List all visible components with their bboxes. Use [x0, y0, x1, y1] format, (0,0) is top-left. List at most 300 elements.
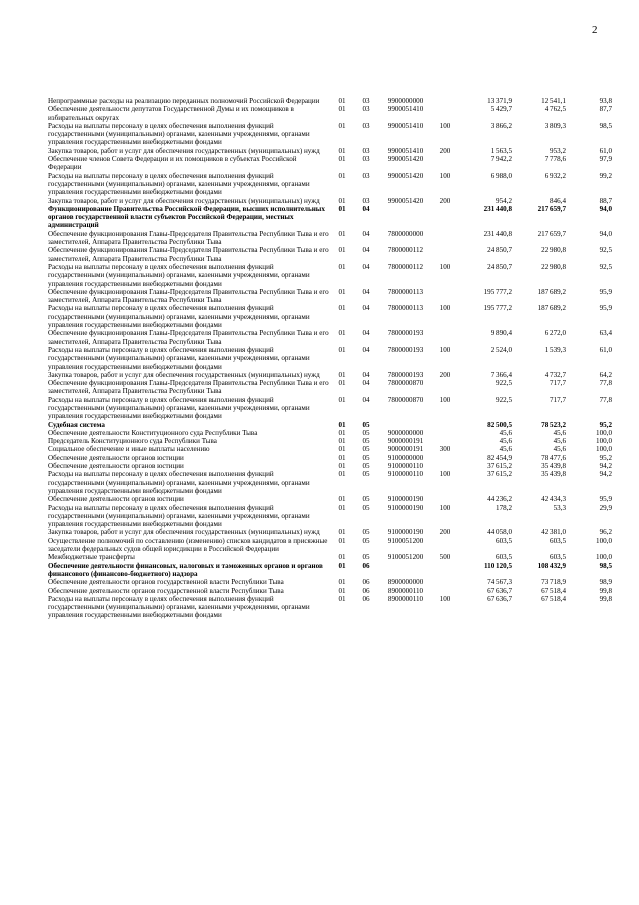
expense-type-code — [433, 421, 457, 429]
actual-amount: 53,3 — [553, 503, 566, 512]
execution-percent: 61,0 — [599, 345, 612, 354]
target-article-code: 7800000112 — [387, 262, 424, 271]
section-code: 01 — [338, 586, 346, 595]
section-code: 01 — [338, 155, 346, 164]
expense-type-code: 200 — [439, 528, 451, 537]
target-article-code: 8900000110 — [387, 586, 424, 595]
row-name: Обеспечение деятельности органов государственной власти Республики Тыва — [48, 578, 284, 587]
execution-percent: 98,5 — [599, 561, 612, 570]
target-article-code: 7800000870 — [387, 395, 424, 404]
table-row — [48, 246, 612, 263]
planned-amount: 82 454,9 — [487, 453, 512, 462]
execution-percent: 61,0 — [599, 146, 612, 155]
table-row — [48, 97, 612, 105]
actual-amount: 42 434,3 — [541, 495, 566, 504]
table-row — [48, 230, 612, 247]
planned-amount: 603,5 — [496, 536, 512, 545]
target-article-code: 9100000000 — [387, 453, 424, 462]
planned-amount: 7 366,4 — [490, 370, 512, 379]
section-code: 01 — [338, 428, 346, 437]
execution-percent: 100,0 — [596, 445, 612, 454]
target-article-code: 7800000113 — [387, 287, 424, 296]
section-code: 01 — [338, 594, 346, 603]
actual-amount: 4 762,5 — [544, 105, 566, 114]
expense-type-code — [433, 105, 457, 122]
subsection-code: 03 — [362, 155, 370, 164]
actual-amount: 45,6 — [553, 428, 566, 437]
expense-type-code: 100 — [439, 395, 451, 404]
target-article-code — [378, 421, 433, 429]
target-article-code: 7800000000 — [387, 229, 424, 238]
actual-amount: 108 432,9 — [537, 561, 566, 570]
target-article-code: 9900051420 — [387, 171, 424, 180]
row-name: Закупка товаров, работ и услуг для обеспечения государственных (муниципальных) нужд — [48, 528, 320, 537]
actual-amount: 6 932,2 — [544, 171, 566, 180]
section-code: 01 — [338, 370, 346, 379]
execution-percent: 100,0 — [596, 553, 612, 562]
execution-percent: 94,0 — [599, 229, 612, 238]
subsection-code: 04 — [362, 304, 370, 313]
actual-amount: 603,5 — [550, 553, 566, 562]
actual-amount: 67 518,4 — [541, 586, 566, 595]
planned-amount: 178,2 — [496, 503, 512, 512]
actual-amount: 22 980,8 — [541, 262, 566, 271]
row-name: Функционирование Правительства Российской Федерации, высших исполнительных органов государственной власти субъектов Российской Федерации, местных администраций — [48, 204, 325, 230]
planned-amount: 13 371,9 — [487, 97, 512, 105]
planned-amount: 67 636,7 — [487, 586, 512, 595]
execution-percent: 63,4 — [599, 329, 612, 338]
section-code: 01 — [338, 445, 346, 454]
table-row — [48, 495, 612, 503]
section-code: 01 — [338, 437, 346, 446]
section-code: 01 — [338, 503, 346, 512]
actual-amount: 187 689,2 — [537, 304, 566, 313]
table-row — [48, 205, 612, 230]
section-code: 01 — [338, 196, 346, 205]
subsection-code: 06 — [362, 594, 370, 603]
planned-amount: 74 567,3 — [487, 578, 512, 587]
target-article-code: 9900051410 — [387, 105, 424, 114]
expense-type-code — [433, 379, 457, 396]
expense-type-code — [433, 495, 457, 503]
section-code: 01 — [338, 171, 346, 180]
subsection-code: 05 — [362, 553, 370, 562]
target-article-code: 9100000190 — [387, 528, 424, 537]
target-article-code: 9100000190 — [387, 495, 424, 504]
table-row — [48, 421, 612, 429]
planned-amount: 24 850,7 — [487, 246, 512, 255]
subsection-code: 05 — [362, 470, 370, 479]
row-name: Судебная система — [48, 420, 105, 429]
actual-amount: 12 541,1 — [541, 97, 566, 105]
actual-amount: 45,6 — [553, 437, 566, 446]
target-article-code — [378, 205, 433, 230]
row-name: Обеспечение деятельности органов государственной власти Республики Тыва — [48, 586, 284, 595]
subsection-code: 04 — [362, 379, 370, 388]
row-name: Межбюджетные трансферты — [48, 553, 135, 562]
execution-percent: 88,7 — [599, 196, 612, 205]
planned-amount: 603,5 — [496, 553, 512, 562]
row-name: Расходы на выплаты персоналу в целях обеспечения выполнения функций государственными (муниципальными) органами, казенными учреждениями, органами управления государственными внебюджетными фондами — [48, 121, 310, 147]
planned-amount: 231 440,8 — [483, 229, 512, 238]
section-code: 01 — [338, 420, 346, 429]
subsection-code: 04 — [362, 262, 370, 271]
target-article-code: 9100051200 — [387, 553, 424, 562]
table-row — [48, 504, 612, 529]
execution-percent: 98,9 — [599, 578, 612, 587]
execution-percent: 95,2 — [599, 420, 612, 429]
expense-type-code: 100 — [439, 345, 451, 354]
expense-type-code: 100 — [439, 121, 451, 130]
row-name: Осуществление полномочий по составлению (изменению) списков кандидатов в присяжные заседатели федеральных судов общей юрисдикции в Российской Федерации — [48, 536, 328, 554]
planned-amount: 9 890,4 — [490, 329, 512, 338]
planned-amount: 6 988,0 — [490, 171, 512, 180]
section-code: 01 — [338, 453, 346, 462]
expense-type-code: 100 — [439, 594, 451, 603]
row-name: Расходы на выплаты персоналу в целях обеспечения выполнения функций государственными (муниципальными) органами, казенными учреждениями, органами управления государственными внебюджетными фондами — [48, 345, 310, 371]
expense-type-code — [433, 562, 457, 579]
expense-type-code: 100 — [439, 503, 451, 512]
subsection-code: 06 — [362, 561, 370, 570]
table-row — [48, 396, 612, 421]
execution-percent: 95,9 — [599, 287, 612, 296]
target-article-code: 9000000191 — [387, 445, 424, 454]
row-name: Расходы на выплаты персоналу в целях обеспечения выполнения функций государственными (муниципальными) органами, казенными учреждениями, органами управления государственными внебюджетными фондами — [48, 470, 310, 495]
actual-amount: 4 732,7 — [544, 370, 566, 379]
execution-percent: 94,2 — [599, 462, 612, 471]
actual-amount: 846,4 — [550, 196, 566, 205]
table-row — [48, 562, 612, 579]
planned-amount: 922,5 — [496, 395, 512, 404]
execution-percent: 99,8 — [599, 594, 612, 603]
row-name: Обеспечение функционирования Главы-Председателя Правительства Республики Тыва и его заместителей, Аппарата Правительства Республики Тыва — [48, 329, 329, 346]
expense-type-code: 200 — [439, 370, 451, 379]
target-article-code: 8900000110 — [387, 594, 424, 603]
table-row — [48, 155, 612, 172]
actual-amount: 6 272,0 — [544, 329, 566, 338]
execution-percent: 95,9 — [599, 495, 612, 504]
execution-percent: 93,8 — [599, 97, 612, 105]
table-row — [48, 288, 612, 305]
target-article-code — [378, 562, 433, 579]
actual-amount: 603,5 — [550, 536, 566, 545]
section-code: 01 — [338, 287, 346, 296]
row-name: Обеспечение функционирования Главы-Председателя Правительства Республики Тыва и его заместителей, Аппарата Правительства Республики Тыва — [48, 246, 329, 263]
section-code: 01 — [338, 561, 346, 570]
section-code: 01 — [338, 536, 346, 545]
section-code: 01 — [338, 121, 346, 130]
table-row — [48, 122, 612, 147]
target-article-code: 9100000110 — [387, 470, 424, 479]
row-name: Расходы на выплаты персоналу в целях обеспечения выполнения функций государственными (муниципальными) органами, казенными учреждениями, органами управления государственными внебюджетными фондами — [48, 262, 310, 288]
subsection-code: 05 — [362, 428, 370, 437]
expense-type-code — [433, 97, 457, 105]
expense-type-code — [433, 329, 457, 346]
execution-percent: 64,2 — [599, 370, 612, 379]
execution-percent: 98,5 — [599, 121, 612, 130]
expense-type-code — [433, 587, 457, 595]
section-code: 01 — [338, 578, 346, 587]
table-row — [48, 470, 612, 495]
planned-amount: 922,5 — [496, 379, 512, 388]
table-row — [48, 462, 612, 470]
table-row — [48, 445, 612, 453]
planned-amount: 7 942,2 — [490, 155, 512, 164]
actual-amount: 1 539,3 — [544, 345, 566, 354]
execution-percent: 96,2 — [599, 528, 612, 537]
table-row — [48, 105, 612, 122]
planned-amount: 954,2 — [496, 196, 512, 205]
section-code: 01 — [338, 304, 346, 313]
planned-amount: 82 500,5 — [487, 420, 512, 429]
subsection-code: 06 — [362, 578, 370, 587]
planned-amount: 195 777,2 — [483, 287, 512, 296]
execution-percent: 95,2 — [599, 453, 612, 462]
section-code: 01 — [338, 395, 346, 404]
subsection-code: 03 — [362, 97, 370, 105]
execution-percent: 100,0 — [596, 428, 612, 437]
actual-amount: 7 778,6 — [544, 155, 566, 164]
row-name: Обеспечение функционирования Главы-Председателя Правительства Республики Тыва и его заместителей, Аппарата Правительства Республики Тыва — [48, 287, 329, 305]
planned-amount: 37 615,2 — [487, 462, 512, 471]
execution-percent: 77,8 — [599, 379, 612, 388]
table-row — [48, 172, 612, 197]
row-name: Председатель Конституционного суда Республики Тыва — [48, 437, 217, 446]
row-name: Обеспечение деятельности финансовых, налоговых и таможенных органов и органов финансового (финансово-бюджетного) надзора — [48, 561, 323, 578]
actual-amount: 22 980,8 — [541, 246, 566, 255]
planned-amount: 45,6 — [499, 437, 512, 446]
planned-amount: 44 236,2 — [487, 495, 512, 504]
expense-type-code — [433, 437, 457, 445]
target-article-code: 9900051420 — [387, 196, 424, 205]
execution-percent: 95,9 — [599, 304, 612, 313]
actual-amount: 3 809,3 — [544, 121, 566, 130]
target-article-code: 7800000112 — [387, 246, 424, 255]
row-name: Расходы на выплаты персоналу в целях обеспечения выполнения функций государственными (муниципальными) органами, казенными учреждениями, органами управления государственными внебюджетными фондами — [48, 304, 310, 330]
execution-percent: 92,5 — [599, 246, 612, 255]
page-number: 2 — [592, 24, 598, 36]
section-code: 01 — [338, 345, 346, 354]
expense-type-code: 300 — [439, 445, 451, 454]
target-article-code: 7800000193 — [387, 329, 424, 338]
row-name: Закупка товаров, работ и услуг для обеспечения государственных (муниципальных) нужд — [48, 146, 320, 155]
section-code: 01 — [338, 246, 346, 255]
section-code: 01 — [338, 262, 346, 271]
row-name: Расходы на выплаты персоналу в целях обеспечения выполнения функций государственными (муниципальными) органами, казенными учреждениями, органами управления государственными внебюджетными фондами — [48, 395, 310, 421]
planned-amount: 195 777,2 — [483, 304, 512, 313]
planned-amount: 3 866,2 — [490, 121, 512, 130]
table-row — [48, 454, 612, 462]
table-row — [48, 329, 612, 346]
section-code: 01 — [338, 329, 346, 338]
subsection-code: 03 — [362, 171, 370, 180]
actual-amount: 78 477,6 — [541, 453, 566, 462]
execution-percent: 29,9 — [599, 503, 612, 512]
section-code: 01 — [338, 470, 346, 479]
target-article-code: 9100051200 — [387, 536, 424, 545]
table-row — [48, 528, 612, 536]
table-row — [48, 371, 612, 379]
expense-type-code — [433, 578, 457, 586]
planned-amount: 37 615,2 — [487, 470, 512, 479]
actual-amount: 217 659,7 — [537, 229, 566, 238]
actual-amount: 78 523,2 — [541, 420, 566, 429]
table-row — [48, 147, 612, 155]
target-article-code: 7800000193 — [387, 345, 424, 354]
row-name: Расходы на выплаты персоналу в целях обеспечения выполнения функций государственными (муниципальными) органами, казенными учреждениями, органами управления государственными внебюджетными фондами — [48, 171, 310, 197]
subsection-code: 05 — [362, 453, 370, 462]
subsection-code: 03 — [362, 196, 370, 205]
row-name: Закупка товаров, работ и услуг для обеспечения государственных (муниципальных) нужд — [48, 196, 320, 205]
expense-type-code: 200 — [439, 196, 451, 205]
planned-amount: 24 850,7 — [487, 262, 512, 271]
expense-type-code: 500 — [439, 553, 451, 562]
row-name: Обеспечение деятельности Конституционного суда Республики Тыва — [48, 428, 258, 437]
execution-percent: 97,9 — [599, 155, 612, 164]
execution-percent: 94,2 — [599, 470, 612, 479]
planned-amount: 1 563,5 — [490, 146, 512, 155]
expense-type-code — [433, 429, 457, 437]
table-row — [48, 437, 612, 445]
row-name: Расходы на выплаты персоналу в целях обеспечения выполнения функций государственными (муниципальными) органами, казенными учреждениями, органами управления государственными внебюджетными фондами — [48, 503, 310, 529]
subsection-code: 05 — [362, 495, 370, 504]
target-article-code: 9000000191 — [387, 437, 424, 446]
target-article-code: 9900051410 — [387, 121, 424, 130]
subsection-code: 05 — [362, 528, 370, 537]
subsection-code: 05 — [362, 445, 370, 454]
expense-type-code — [433, 230, 457, 247]
planned-amount: 44 058,0 — [487, 528, 512, 537]
target-article-code: 7800000193 — [387, 370, 424, 379]
row-name: Обеспечение деятельности органов юстиции — [48, 495, 184, 504]
subsection-code: 04 — [362, 329, 370, 338]
row-name: Обеспечение членов Совета Федерации и их помощников в субъектах Российской Федерации — [48, 155, 297, 172]
table-row — [48, 379, 612, 396]
subsection-code: 04 — [362, 370, 370, 379]
expense-type-code — [433, 537, 457, 554]
subsection-code: 05 — [362, 462, 370, 471]
subsection-code: 04 — [362, 345, 370, 354]
expense-type-code — [433, 155, 457, 172]
row-name: Закупка товаров, работ и услуг для обеспечения государственных (муниципальных) нужд — [48, 370, 320, 379]
target-article-code: 9000000000 — [387, 428, 424, 437]
subsection-code: 05 — [362, 420, 370, 429]
target-article-code: 9900051420 — [387, 155, 424, 164]
execution-percent: 87,7 — [599, 105, 612, 114]
actual-amount: 717,7 — [550, 379, 566, 388]
section-code: 01 — [338, 229, 346, 238]
expense-type-code: 200 — [439, 146, 451, 155]
row-name: Непрограммные расходы на реализацию переданных полномочий Российской Федерации — [48, 97, 320, 105]
planned-amount: 110 120,5 — [484, 561, 512, 570]
execution-percent: 100,0 — [596, 536, 612, 545]
subsection-code: 04 — [362, 204, 370, 213]
expense-type-code — [433, 454, 457, 462]
actual-amount: 217 659,7 — [537, 204, 566, 213]
row-name: Обеспечение деятельности органов юстиции — [48, 462, 184, 471]
target-article-code: 8900000000 — [387, 578, 424, 587]
section-code: 01 — [338, 146, 346, 155]
row-name: Обеспечение функционирования Главы-Председателя Правительства Республики Тыва и его заместителей, Аппарата Правительства Республики Тыва — [48, 229, 329, 247]
subsection-code: 04 — [362, 246, 370, 255]
subsection-code: 05 — [362, 536, 370, 545]
execution-percent: 77,8 — [599, 395, 612, 404]
expense-type-code — [433, 205, 457, 230]
table-row — [48, 595, 612, 620]
table-row — [48, 429, 612, 437]
row-name: Расходы на выплаты персоналу в целях обеспечения выполнения функций государственными (муниципальными) органами, казенными учреждениями, органами управления государственными внебюджетными фондами — [48, 594, 310, 620]
subsection-code: 06 — [362, 586, 370, 595]
section-code: 01 — [338, 462, 346, 471]
section-code: 01 — [338, 495, 346, 504]
expense-type-code — [433, 462, 457, 470]
actual-amount: 35 439,8 — [541, 462, 566, 471]
expense-type-code — [433, 246, 457, 263]
target-article-code: 7800000113 — [387, 304, 424, 313]
planned-amount: 5 429,7 — [490, 105, 512, 114]
planned-amount: 45,6 — [499, 445, 512, 454]
expense-type-code — [433, 288, 457, 305]
actual-amount: 35 439,8 — [541, 470, 566, 479]
planned-amount: 45,6 — [499, 428, 512, 437]
subsection-code: 03 — [362, 121, 370, 130]
row-name: Социальное обеспечение и иные выплаты населению — [48, 445, 210, 454]
section-code: 01 — [338, 553, 346, 562]
execution-percent: 99,2 — [599, 171, 612, 180]
row-name: Обеспечение деятельности органов юстиции — [48, 453, 184, 462]
subsection-code: 05 — [362, 437, 370, 446]
table-row — [48, 578, 612, 586]
execution-percent: 94,0 — [599, 204, 612, 213]
actual-amount: 717,7 — [550, 395, 566, 404]
planned-amount: 67 636,7 — [487, 594, 512, 603]
target-article-code: 9100000110 — [387, 462, 424, 471]
target-article-code: 9100000190 — [387, 503, 424, 512]
section-code: 01 — [338, 379, 346, 388]
expense-type-code: 100 — [439, 171, 451, 180]
section-code: 01 — [338, 97, 346, 105]
budget-table — [48, 97, 612, 620]
table-row — [48, 197, 612, 205]
subsection-code: 03 — [362, 105, 370, 114]
target-article-code: 7800000870 — [387, 379, 424, 388]
table-row — [48, 553, 612, 561]
subsection-code: 05 — [362, 503, 370, 512]
planned-amount: 2 524,0 — [490, 345, 512, 354]
expense-type-code: 100 — [439, 470, 451, 479]
actual-amount: 187 689,2 — [537, 287, 566, 296]
execution-percent: 92,5 — [599, 262, 612, 271]
table-row — [48, 346, 612, 371]
actual-amount: 953,2 — [550, 146, 566, 155]
row-name: Обеспечение деятельности депутатов Государственной Думы и их помощников в избирательных округах — [48, 105, 294, 122]
subsection-code: 04 — [362, 395, 370, 404]
planned-amount: 231 440,8 — [483, 204, 512, 213]
table-row — [48, 263, 612, 288]
expense-type-code: 100 — [439, 262, 451, 271]
section-code: 01 — [338, 528, 346, 537]
row-name: Обеспечение функционирования Главы-Председателя Правительства Республики Тыва и его заместителей, Аппарата Правительства Республики Тыва — [48, 379, 329, 396]
subsection-code: 03 — [362, 146, 370, 155]
target-article-code: 9900051410 — [387, 146, 424, 155]
expense-type-code: 100 — [439, 304, 451, 313]
actual-amount: 67 518,4 — [541, 594, 566, 603]
actual-amount: 45,6 — [553, 445, 566, 454]
table-row — [48, 537, 612, 554]
section-code: 01 — [338, 105, 346, 114]
subsection-code: 04 — [362, 229, 370, 238]
actual-amount: 42 381,0 — [541, 528, 566, 537]
